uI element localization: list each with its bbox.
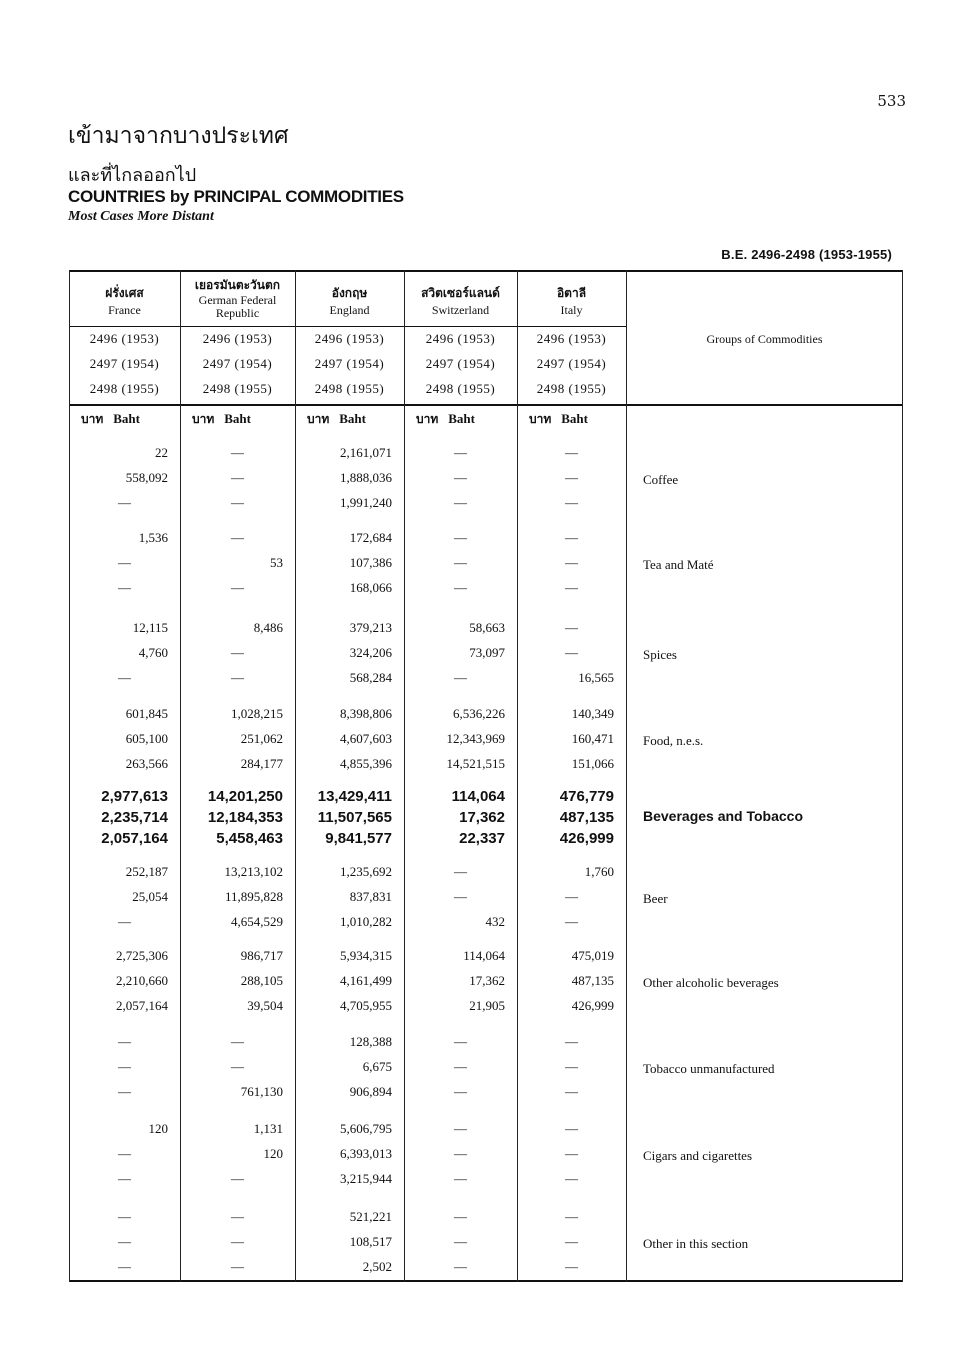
value-cell: 13,213,102 [224,864,283,879]
value-cell: 1,235,692 [340,864,392,879]
value-cell: 4,161,499 [340,973,392,988]
empty-cell: — [454,1034,467,1049]
value-cell: 25,054 [132,889,168,904]
value-cell: 1,991,240 [340,495,392,510]
value-cell: 151,066 [571,756,614,771]
unit-en: Baht [448,411,475,426]
empty-cell: — [454,1059,467,1074]
value-cell: 39,504 [247,998,283,1013]
empty-cell: — [454,1146,467,1161]
empty-cell: — [565,1084,578,1099]
empty-cell: — [231,670,244,685]
empty-cell: — [565,470,578,485]
unit-en: Baht [561,411,588,426]
value-cell: 17,362 [469,973,505,988]
empty-cell: — [565,1234,578,1249]
year-label: 2496 (1953) [89,331,160,346]
empty-cell: — [231,645,244,660]
unit-thai: บาท [529,412,552,426]
unit-label [307,410,366,429]
empty-cell: — [118,1146,131,1161]
commodity-group-label: Food, n.e.s. [643,733,704,748]
value-cell: 8,486 [253,620,283,635]
empty-cell: — [565,1059,578,1074]
commodity-group-label: Other in this section [643,1236,749,1251]
empty-cell: — [118,555,131,570]
value-cell: 107,386 [349,555,392,570]
value-cell: 128,388 [349,1034,392,1049]
value-cell: 1,028,215 [231,706,283,721]
country-name-thai: เยอรมันตะวันตก [194,278,281,292]
value-cell: 475,019 [571,948,614,963]
empty-cell: — [231,445,244,460]
year-label: 2497 (1954) [314,356,385,371]
value-cell: 53 [270,555,283,570]
commodity-group-label: Tea and Maté [643,557,714,572]
page-subtitle: Most Cases More Distant [68,209,214,224]
country-name-thai: อิตาลี [556,286,587,300]
value-cell: 487,135 [571,973,614,988]
empty-cell: — [118,670,131,685]
value-cell: 476,779 [559,788,614,805]
year-label: 2498 (1955) [314,381,385,396]
empty-cell: — [231,1259,244,1274]
value-cell: 2,057,164 [116,998,168,1013]
page-title: COUNTRIES by PRINCIPAL COMMODITIES [68,187,404,206]
value-cell: 568,284 [349,670,392,685]
value-cell: 487,135 [559,809,614,826]
value-cell: 2,057,164 [101,830,168,847]
empty-cell: — [565,1121,578,1136]
unit-thai: บาท [416,412,439,426]
value-cell: 5,606,795 [340,1121,392,1136]
value-cell: 12,343,969 [446,731,505,746]
value-cell: 160,471 [571,731,614,746]
empty-cell: — [565,495,578,510]
unit-label [192,410,251,429]
commodity-group-label: Beverages and Tobacco [643,808,804,824]
unit-label [81,410,140,429]
empty-cell: — [231,530,244,545]
commodities-table [69,270,903,1282]
value-cell: 4,760 [138,645,168,660]
empty-cell: — [565,914,578,929]
year-label: 2497 (1954) [89,356,160,371]
empty-cell: — [454,1234,467,1249]
commodity-group-label: Spices [643,647,677,662]
value-cell: 906,894 [349,1084,392,1099]
value-cell: 379,213 [349,620,392,635]
empty-cell: — [118,1209,131,1224]
column-divider [902,270,903,1282]
empty-cell: — [454,1121,467,1136]
empty-cell: — [565,1171,578,1186]
empty-cell: — [454,555,467,570]
value-cell: 16,565 [578,670,614,685]
value-cell: 11,895,828 [224,889,283,904]
header-bottom-rule [69,404,903,406]
empty-cell: — [454,580,467,595]
empty-cell: — [565,1259,578,1274]
empty-cell: — [118,914,131,929]
year-label: 2498 (1955) [89,381,160,396]
value-cell: 140,349 [571,706,614,721]
empty-cell: — [454,445,467,460]
value-cell: 6,536,226 [453,706,505,721]
column-divider [626,270,627,1282]
country-name: Switzerland [431,303,490,317]
value-cell: 2,725,306 [116,948,168,963]
value-cell: 108,517 [349,1234,392,1249]
header-rule [69,326,626,327]
value-cell: 426,999 [559,830,614,847]
empty-cell: — [231,580,244,595]
empty-cell: — [231,1209,244,1224]
value-cell: 837,831 [349,889,392,904]
empty-cell: — [565,1209,578,1224]
unit-label [416,410,475,429]
value-cell: 558,092 [125,470,168,485]
page-subtitle-thai: และที่ไกลออกไป [68,165,197,186]
value-cell: 601,845 [125,706,168,721]
value-cell: 5,458,463 [216,830,283,847]
value-cell: 17,362 [459,809,505,826]
empty-cell: — [565,555,578,570]
value-cell: 3,215,944 [340,1171,392,1186]
value-cell: 2,235,714 [101,809,168,826]
country-name: France [108,303,141,317]
value-cell: 6,393,013 [340,1146,392,1161]
unit-en: Baht [113,411,140,426]
value-cell: 1,010,282 [340,914,392,929]
value-cell: 252,187 [125,864,168,879]
value-cell: 2,210,660 [116,973,168,988]
value-cell: 120 [263,1146,283,1161]
year-label: 2496 (1953) [202,331,273,346]
value-cell: 324,206 [349,645,392,660]
empty-cell: — [231,470,244,485]
year-label: 2496 (1953) [314,331,385,346]
empty-cell: — [231,1059,244,1074]
empty-cell: — [565,445,578,460]
unit-en: Baht [339,411,366,426]
value-cell: 761,130 [240,1084,283,1099]
groups-header: Groups of Commodities [706,332,823,346]
empty-cell: — [454,1209,467,1224]
empty-cell: — [118,1234,131,1249]
value-cell: 2,161,071 [340,445,392,460]
value-cell: 1,888,036 [340,470,392,485]
value-cell: 14,521,515 [446,756,505,771]
value-cell: 12,184,353 [207,809,283,826]
table-top-rule [69,270,903,272]
value-cell: 8,398,806 [340,706,392,721]
empty-cell: — [565,620,578,635]
country-name: German Federal Republic [198,293,277,320]
empty-cell: — [118,1084,131,1099]
unit-label [529,410,588,429]
value-cell: 1,760 [584,864,614,879]
empty-cell: — [454,1171,467,1186]
value-cell: 1,131 [253,1121,283,1136]
empty-cell: — [231,1034,244,1049]
value-cell: 4,855,396 [340,756,392,771]
value-cell: 263,566 [125,756,168,771]
unit-thai: บาท [307,412,330,426]
empty-cell: — [118,1034,131,1049]
value-cell: 4,705,955 [340,998,392,1013]
year-label: 2496 (1953) [536,331,607,346]
empty-cell: — [118,1059,131,1074]
value-cell: 4,607,603 [340,731,392,746]
value-cell: 21,905 [469,998,505,1013]
commodity-group-label: Tobacco unmanufactured [643,1061,775,1076]
commodity-group-label: Cigars and cigarettes [643,1148,753,1163]
empty-cell: — [565,530,578,545]
empty-cell: — [454,889,467,904]
table-bottom-rule [69,1280,903,1282]
value-cell: 6,675 [362,1059,392,1074]
value-cell: 426,999 [571,998,614,1013]
value-cell: 5,934,315 [340,948,392,963]
empty-cell: — [118,580,131,595]
empty-cell: — [454,864,467,879]
value-cell: 2,502 [362,1259,392,1274]
value-cell: 284,177 [240,756,283,771]
value-cell: 12,115 [132,620,168,635]
empty-cell: — [231,1171,244,1186]
empty-cell: — [454,530,467,545]
empty-cell: — [565,1034,578,1049]
value-cell: 1,536 [138,530,168,545]
year-label: 2498 (1955) [202,381,273,396]
year-label: 2498 (1955) [425,381,496,396]
year-label: 2497 (1954) [536,356,607,371]
empty-cell: — [565,645,578,660]
empty-cell: — [231,1234,244,1249]
value-cell: 120 [148,1121,168,1136]
value-cell: 4,654,529 [231,914,283,929]
year-label: 2497 (1954) [425,356,496,371]
value-cell: 114,064 [451,788,505,805]
value-cell: 13,429,411 [317,788,392,805]
country-name: Italy [560,303,583,317]
year-label: 2497 (1954) [202,356,273,371]
value-cell: 168,066 [349,580,392,595]
empty-cell: — [118,1259,131,1274]
empty-cell: — [454,1259,467,1274]
empty-cell: — [118,1171,131,1186]
value-cell: 521,221 [349,1209,392,1224]
empty-cell: — [454,1084,467,1099]
value-cell: 22,337 [459,830,505,847]
unit-en: Baht [224,411,251,426]
value-cell: 172,684 [349,530,392,545]
empty-cell: — [118,495,131,510]
empty-cell: — [565,580,578,595]
value-cell: 58,663 [469,620,505,635]
empty-cell: — [565,1146,578,1161]
country-name-thai: ฝรั่งเศส [105,286,144,300]
country-name-thai: สวิตเซอร์แลนด์ [421,286,500,300]
country-name-thai: อังกฤษ [331,286,368,300]
empty-cell: — [231,495,244,510]
period-label: B.E. 2496-2498 (1953-1955) [721,247,892,262]
page-title-thai: เข้ามาจากบางประเทศ [68,123,289,149]
empty-cell: — [565,889,578,904]
value-cell: 986,717 [240,948,283,963]
empty-cell: — [454,670,467,685]
country-name: England [329,303,370,317]
empty-cell: — [454,495,467,510]
empty-cell: — [454,470,467,485]
value-cell: 2,977,613 [101,788,168,805]
unit-thai: บาท [81,412,104,426]
value-cell: 14,201,250 [207,788,283,805]
value-cell: 251,062 [240,731,283,746]
year-label: 2498 (1955) [536,381,607,396]
value-cell: 11,507,565 [317,809,392,826]
value-cell: 9,841,577 [325,830,392,847]
value-cell: 605,100 [125,731,168,746]
value-cell: 114,064 [463,948,505,963]
year-label: 2496 (1953) [425,331,496,346]
page-number: 533 [877,92,906,110]
value-cell: 73,097 [469,645,505,660]
commodity-group-label: Coffee [643,472,679,487]
value-cell: 432 [485,914,505,929]
value-cell: 288,105 [240,973,283,988]
value-cell: 22 [155,445,168,460]
commodity-group-label: Beer [643,891,668,906]
commodity-group-label: Other alcoholic beverages [643,975,779,990]
unit-thai: บาท [192,412,215,426]
